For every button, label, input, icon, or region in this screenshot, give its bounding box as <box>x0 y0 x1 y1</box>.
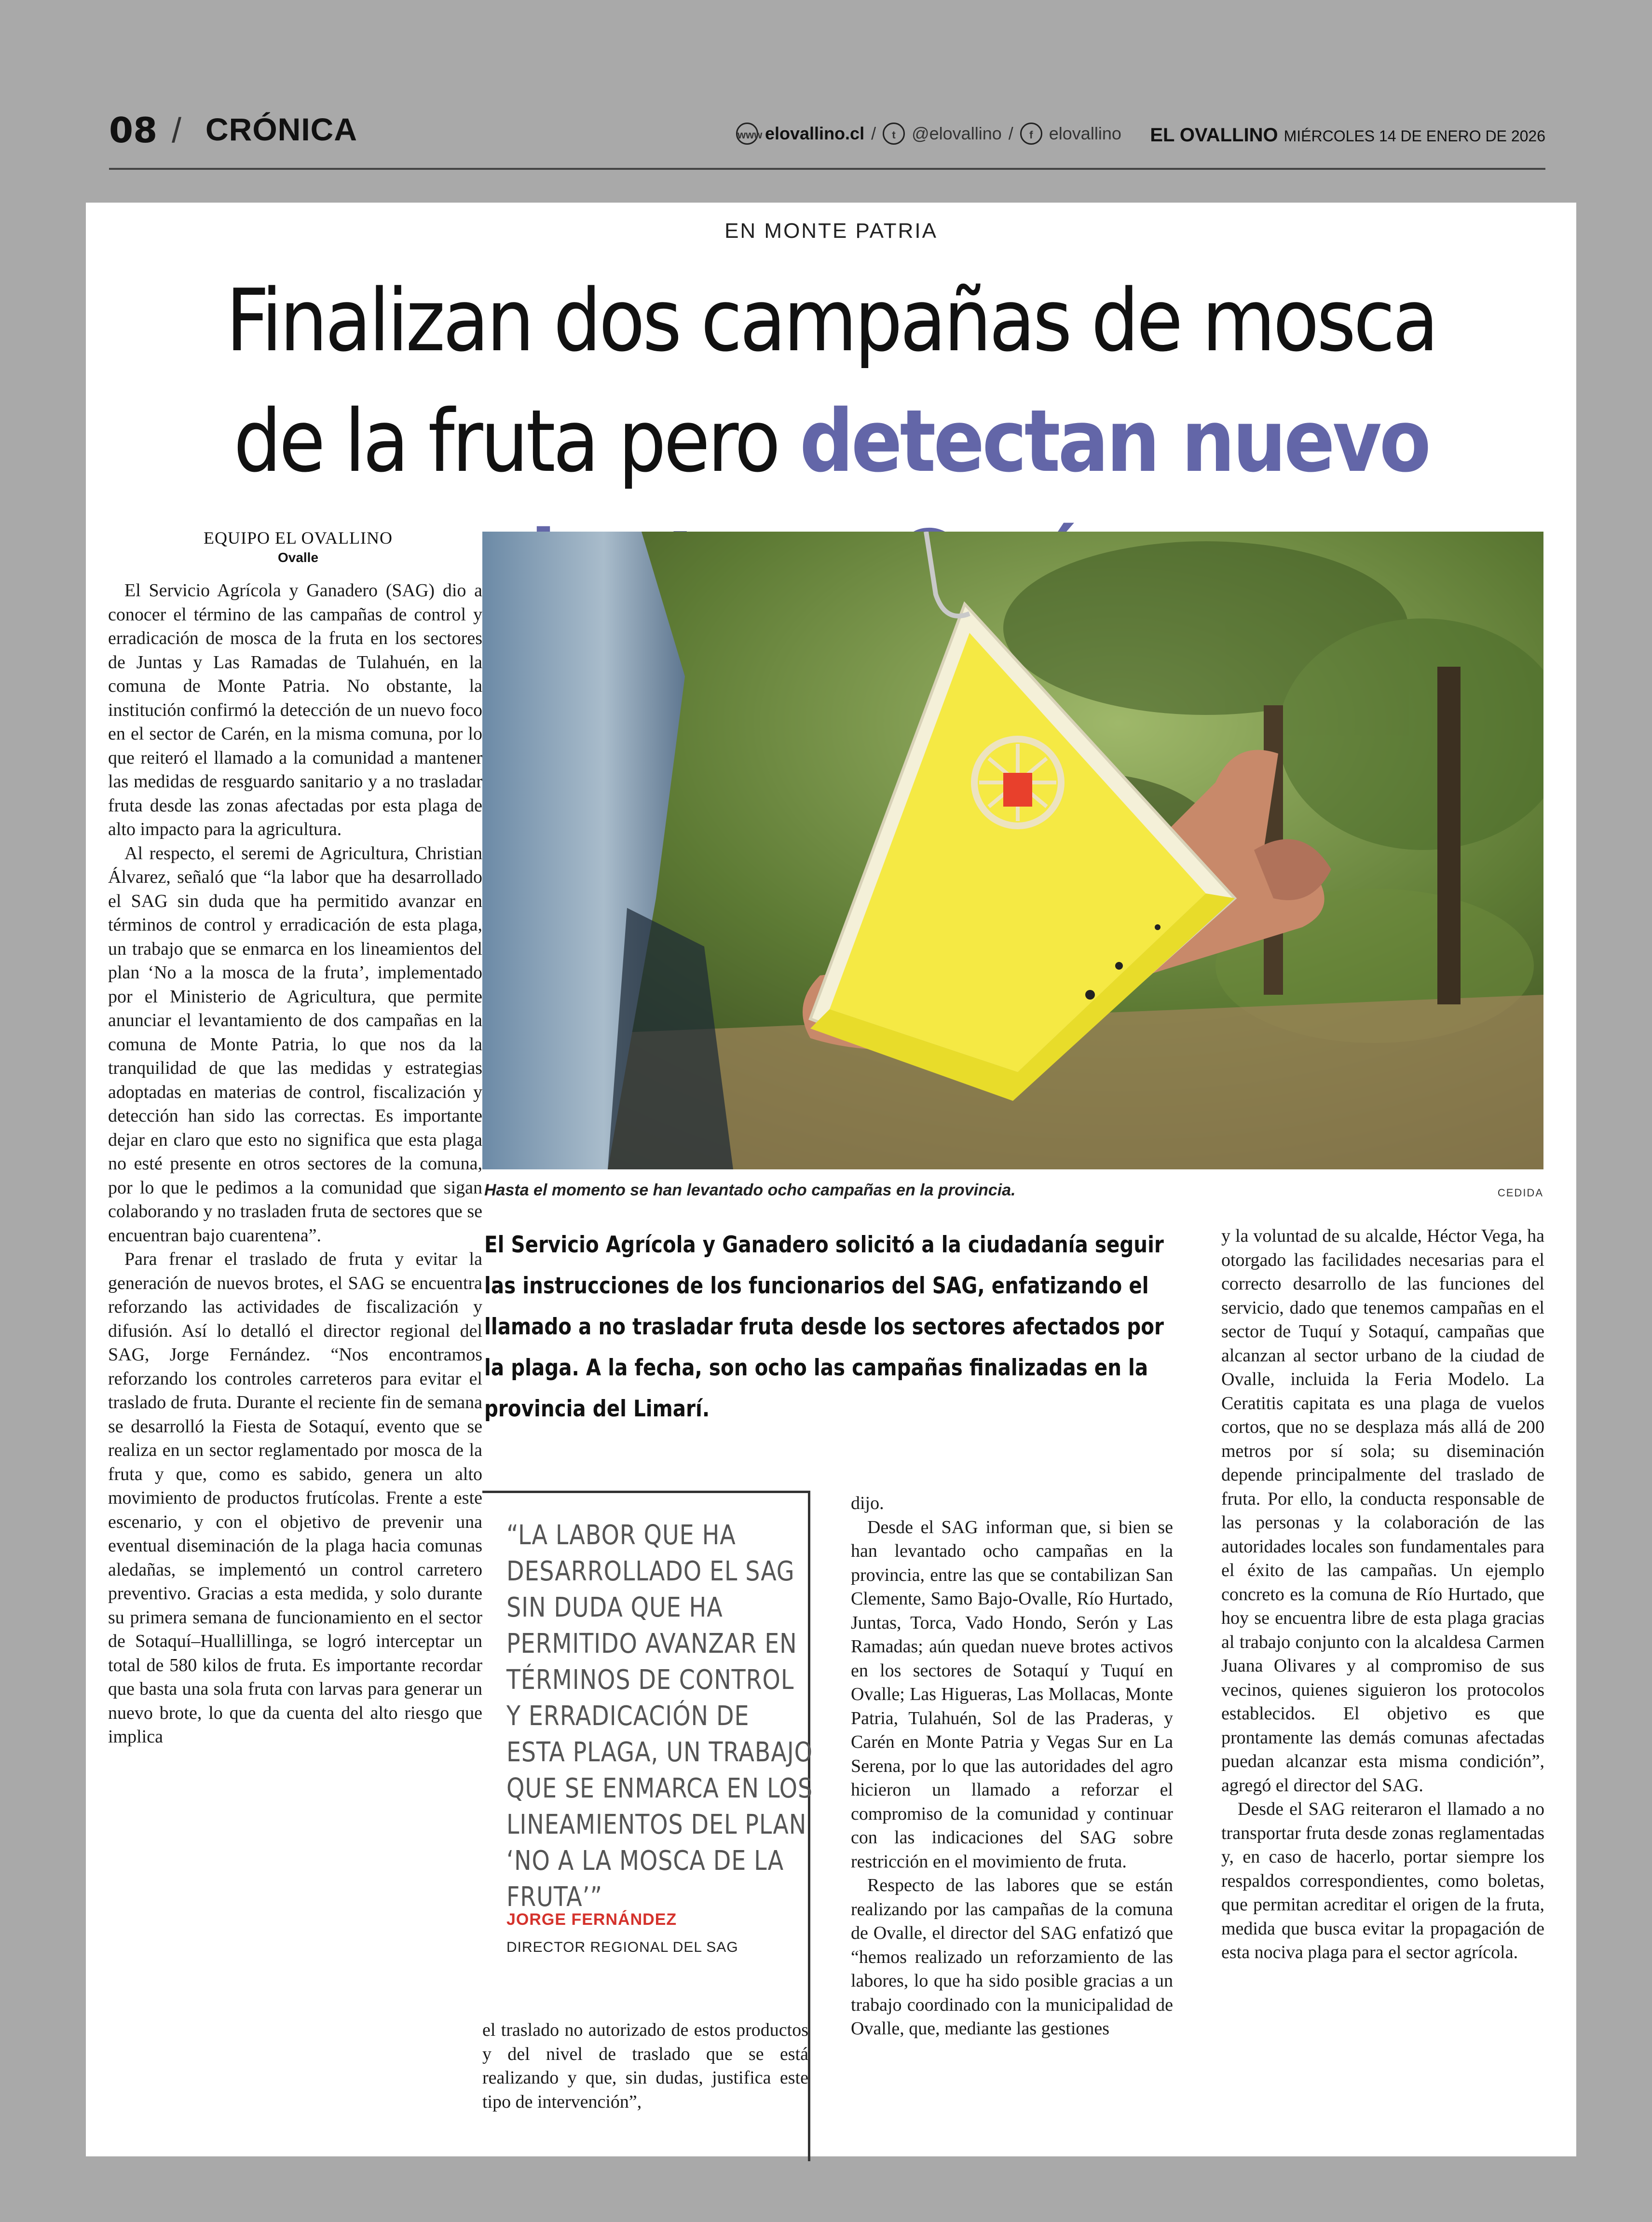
paper-name: EL OVALLINO <box>1150 124 1278 146</box>
paragraph: Respecto de las labores que se están realizando por las campañas de la comuna de Ovalle, el director del SAG enfatizó que “hemos realizado un reforzamiento de las labores, lo que ha sido posible gracias a un trabajo coordinado con la municipalidad de Ovalle, que, mediante las gestiones <box>851 1875 1173 2039</box>
paragraph: El Servicio Agrícola y Ganadero (SAG) dio a conocer el término de las campañas de control y erradicación de mosca de la fruta en los sectores de Juntas y Las Ramadas de Tulahuén, en la comuna de Monte Patria. No obstante, la institución confirmó la detección de un nuevo foco en el sector de Carén, en la misma comuna, por lo que reiteró el llamado a la comunidad a mantener las medidas de resguardo sanitario y a no trasladar fruta desde las zonas afectadas por esta plaga de alto impacto para la agricultura. <box>108 580 482 839</box>
article-column-2 <box>482 2018 808 2114</box>
paragraph: Para frenar el traslado de fruta y evitar la generación de nuevos brotes, el SAG se encuentra reforzando las actividades de fiscalización y difusión. Así lo detalló el director regional del SAG, Jorge Fernández. “Nos encontramos reforzando los controles carreteros para evitar el traslado de fruta. Durante el reciente fin de semana se desarrolló la Fiesta de Sotaquí, evento que se realiza en un sector reglamentado por mosca de la fruta y que, como es sabido, genera un alto movimiento de productos frutícolas. Frente a este escenario, y con el objetivo de prevenir una eventual diseminación de la plaga hacia comunas aledañas, se implementó un control carretero preventivo. Gracias a esta medida, y solo durante su primera semana de funcionamiento en el sector de Sotaquí–Huallillinga, se logró interceptar un total de 580 kilos de fruta. Es importante recordar que basta una sola fruta con larvas para generar un nuevo brote, lo que da cuenta del alto riesgo que implica <box>108 1249 482 1747</box>
link-divider: / <box>1008 123 1013 143</box>
article-kicker: EN MONTE PATRIA <box>724 219 938 243</box>
photo-caption: Hasta el momento se han levantado ocho campañas en la provincia. <box>484 1181 1016 1199</box>
article-photo <box>482 532 1543 1169</box>
photo-credit: CEDIDA <box>1497 1187 1543 1199</box>
page-header <box>109 105 1545 170</box>
headline-highlight: detectan nuevo <box>799 391 1429 491</box>
social-links <box>736 123 1121 145</box>
facebook-icon: f <box>1020 123 1042 145</box>
article-column-3 <box>851 1492 1173 2114</box>
paragraph: Desde el SAG informan que, si bien se han levantado ocho campañas en la provincia, entre las que se contabilizan San Clemente, Samo Bajo-Ovalle, Río Hurtado, Juntas, Torca, Vado Hondo, Serón y Las Ramadas; aún quedan nueve brotes activos en los sectores de Sotaquí y Tuquí en Ovalle; Las Higueras, Las Mollacas, Monte Patria, Tulahuén, Sol de las Praderas, y Carén en Monte Patria y Vegas Sur en La Serena, por lo que las autoridades del agro hicieron un llamado a reforzar el compromiso de la comunidad y continuar con las indicaciones del SAG sobre restricción en el movimiento de fruta. <box>851 1517 1173 1872</box>
paragraph: y la voluntad de su alcalde, Héctor Vega, ha otorgado las facilidades necesarias para el correcto desarrollo de las funciones del servicio, dado que tenemos campañas en el sector de Tuquí y Sotaquí, campañas que alcanzan al sector urbano de la ciudad de Ovalle, incluida la Feria Modelo. La Ceratitis capitata es una plaga de vuelos cortos, que no se desplaza más allá de 200 metros por sí sola; su diseminación depende principalmente del traslado de fruta. Por ello, la conducta responsable de las personas y la colaboración de las autoridades locales son fundamentales para el éxito de las campañas. Un ejemplo concreto es la comuna de Río Hurtado, que hoy se encuentra libre de esta plaga gracias al trabajo conjunto con la alcaldesa Carmen Juana Olivares y al compromiso de sus vecinos, quienes siguieron los protocolos establecidos. El objetivo es que prontamente las demás comunas afectadas puedan alcanzar esta misma condición”, agregó el director del SAG. <box>1221 1226 1544 1796</box>
facebook-link[interactable]: elovallino <box>1049 123 1121 143</box>
article-panel <box>86 203 1576 2156</box>
headline-plain: Finalizan dos campañas de mosca de la fruta pero <box>226 271 1436 491</box>
article-column-1 <box>108 579 482 2103</box>
pull-quote-author: JORGE FERNÁNDEZ <box>506 1910 677 1929</box>
website-link[interactable]: elovallino.cl <box>765 123 865 143</box>
paragraph: Desde el SAG reiteraron el llamado a no transportar fruta desde zonas reglamentadas y, en caso de hacerlo, portar siempre los respaldos correspondientes, como boletas, que permitan acreditar el origen de la fruta, medida que busca evitar la propagación de esta nociva plaga para el sector agrícola. <box>1221 1799 1544 1962</box>
twitter-icon: t <box>883 123 905 145</box>
paragraph: Al respecto, el seremi de Agricultura, Christian Álvarez, señaló que “la labor que ha desarrollado el SAG sin duda que ha permitido avanzar en términos de control y erradicación de esta plaga, un trabajo que se enmarca en los lineamientos del plan ‘No a la mosca de la fruta’, implementado por el Ministerio de Agricultura, que permite anunciar el levantamiento de dos campañas en la comuna de Monte Patria, lo que nos da la tranquilidad de que las medidas y estrategias adoptadas en materias de control, fiscalización y detección han sido las correctas. Es importante dejar en claro que esto no significa que esta plaga no esté presente en otros sectores de la comuna, por lo que le pedimos a la comunidad que sigan colaborando y no trasladen fruta de sectores que se encuentran bajo cuarentena”. <box>108 843 482 1246</box>
twitter-link[interactable]: @elovallino <box>912 123 1002 143</box>
paragraph: dijo. <box>851 1493 884 1513</box>
pull-quote-text: “LA LABOR QUE HA DESARROLLADO EL SAG SIN DUDA QUE HA PERMITIDO AVANZAR EN TÉRMINOS DE CONTROL Y ERRADICACIÓN DE ESTA PLAGA, UN TRABAJO QUE SE ENMARCA EN LOS LINEAMIENTOS DEL PLAN ‘NO A LA MOSCA DE LA FRUTA’” <box>506 1520 813 1913</box>
article-column-4 <box>1221 1224 1544 2114</box>
byline-team: EQUIPO EL OVALLINO <box>204 528 393 548</box>
web-icon: www <box>736 123 758 145</box>
section-number: 08 <box>109 110 158 151</box>
issue-date: MIÉRCOLES 14 DE ENERO DE 2026 <box>1283 127 1545 145</box>
article-lead: El Servicio Agrícola y Ganadero solicitó a la ciudadanía seguir las instrucciones de los funcionarios del SAG, enfatizando el llamado a no trasladar fruta desde los sectores afectados por la plaga. A la fecha, son ocho las campañas finalizadas en la provincia del Limarí. <box>484 1232 1164 1422</box>
fruit-fly-trap-image <box>482 532 1543 1169</box>
byline <box>110 528 486 565</box>
pull-quote-role: DIRECTOR REGIONAL DEL SAG <box>506 1939 738 1955</box>
paragraph: el traslado no autorizado de estos productos y del nivel de traslado que se está realizando y que, sin dudas, justifica este tipo de intervención”, <box>482 2020 808 2112</box>
byline-location: Ovalle <box>277 550 319 565</box>
section-name: CRÓNICA <box>205 111 357 147</box>
masthead-date <box>1150 124 1545 146</box>
link-divider: / <box>871 123 876 143</box>
header-divider: / <box>172 111 182 150</box>
